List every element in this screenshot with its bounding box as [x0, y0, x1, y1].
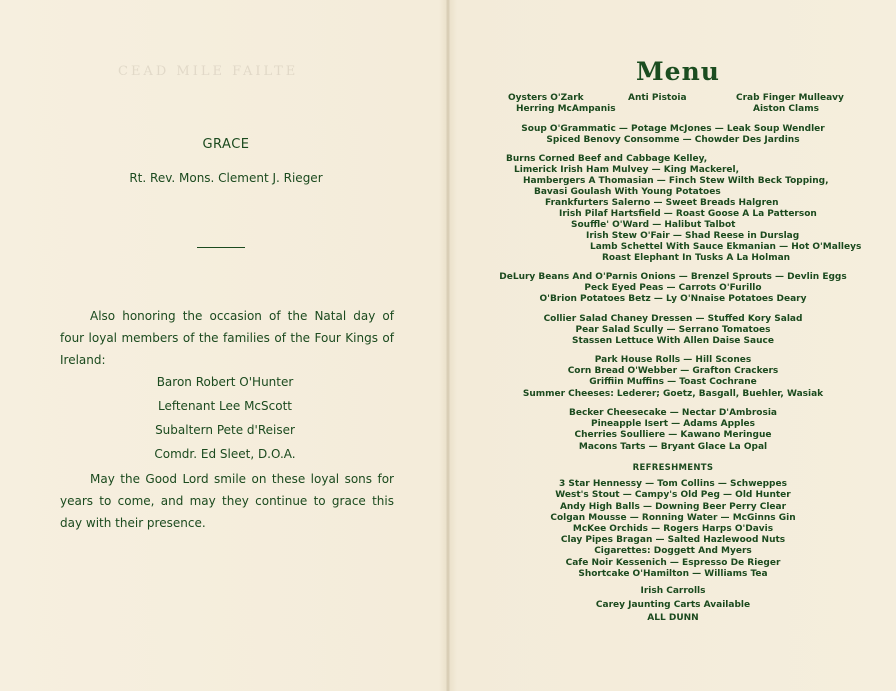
divider-rule	[197, 247, 245, 248]
menu-line: O'Brion Potatoes Betz — Ly O'Nnaise Potatoes Deary	[539, 294, 807, 305]
menu-line: West's Stout — Campy's Old Peg — Old Hunter	[555, 490, 791, 501]
menu-line: Becker Cheesecake — Nectar D'Ambrosia	[569, 408, 777, 418]
menu-item: Aiston Clams	[753, 104, 819, 114]
menu-line: Collier Salad Chaney Dressen — Stuffed Kory Salad	[543, 314, 803, 324]
menu-line: Souffle' O'Ward — Halibut Talbot	[571, 220, 736, 230]
right-panel	[450, 0, 896, 691]
menu-line: Cafe Noir Kessenich — Espresso De Rieger	[565, 557, 781, 568]
honoree: Comdr. Ed Sleet, D.O.A.	[154, 447, 296, 461]
grace-title: GRACE	[202, 137, 250, 152]
soups-section	[450, 124, 896, 146]
menu-line: Griffiin Muffins — Toast Cochrane	[589, 377, 757, 388]
left-panel	[0, 0, 446, 691]
menu-line: Andy High Balls — Downing Beer Perry Clear	[559, 501, 787, 512]
menu-line: Cherries Soulliere — Kawano Meringue	[574, 430, 772, 441]
honoree: Leftenant Lee McScott	[157, 399, 292, 413]
menu-line: Pear Salad Scully — Serrano Tomatoes	[575, 325, 771, 336]
menu-line: Peck Eyed Peas — Carrots O'Furillo	[584, 283, 762, 294]
menu-line: Bavasi Goulash With Young Potatoes	[534, 187, 721, 197]
menu-line: Hambergers A Thomasian — Finch Stew Wilth Beck Topping,	[523, 176, 829, 186]
menu-line: Park House Rolls — Hill Scones	[594, 355, 752, 365]
menu-line: Lamb Schettel With Sauce Ekmanian — Hot O'Malleys	[590, 242, 862, 252]
menu-line: Irish Pilaf Hartsfield — Roast Goose A La Patterson	[559, 209, 817, 219]
menu-line: Pineapple Isert — Adams Apples	[590, 419, 756, 430]
grace-name: Rt. Rev. Mons. Clement J. Rieger	[129, 171, 323, 185]
menu-line: Irish Stew O'Fair — Shad Reese in Durslag	[586, 231, 800, 241]
menu-line: Clay Pipes Bragan — Salted Hazlewood Nuts	[560, 535, 786, 546]
breads-section	[450, 355, 896, 400]
honoree: Subaltern Pete d'Reiser	[155, 423, 295, 437]
desserts-section	[450, 408, 896, 453]
menu-line: McKee Orchids — Rogers Harps O'Davis	[572, 524, 774, 535]
closing-section	[450, 585, 896, 626]
salads-section	[450, 314, 896, 348]
honoree: Baron Robert O'Hunter	[156, 375, 294, 389]
menu-line: Stassen Lettuce With Allen Daise Sauce	[572, 336, 774, 347]
honor-paragraph: Also honoring the occasion of the Natal day of four loyal members of the families of the Four Kings of Ireland:	[60, 309, 394, 367]
menu-title: Menu	[636, 57, 720, 86]
menu-line: Irish Carrolls	[640, 586, 706, 596]
menu-line: Limerick Irish Ham Mulvey — King Mackerel,	[514, 165, 740, 175]
menu-item: Anti Pistoia	[628, 93, 687, 103]
menu-line: Corn Bread O'Webber — Grafton Crackers	[567, 366, 779, 377]
closing-paragraph: May the Good Lord smile on these loyal sons for years to come, and may they continue to grace this day with their presence.	[60, 472, 394, 530]
menu-line: Roast Elephant In Tusks A La Holman	[602, 253, 791, 263]
refreshments-title: REFRESHMENTS	[632, 463, 714, 473]
vegetables-section	[450, 272, 896, 306]
refreshments-section	[450, 463, 896, 580]
menu-line: 3 Star Hennessy — Tom Collins — Schweppes	[559, 479, 787, 490]
menu-line: Cigarettes: Doggett And Myers	[594, 546, 752, 557]
menu-line: Frankfurters Salerno — Sweet Breads Halgren	[545, 198, 779, 208]
menu-line: Summer Cheeses: Lederer; Goetz, Basgall, Buehler, Wasiak	[522, 388, 824, 399]
menu-line: Carey Jaunting Carts Available	[595, 599, 751, 610]
menu-item: Crab Finger Mulleavy	[736, 93, 844, 103]
menu-item: Herring McAmpanis	[516, 104, 616, 114]
menu-line: Shortcake O'Hamilton — Williams Tea	[578, 568, 768, 579]
bleed-through-heading: CEAD MILE FAILTE	[118, 64, 299, 79]
honoree-list	[120, 370, 330, 466]
menu-line: Macons Tarts — Bryant Glace La Opal	[578, 441, 768, 452]
menu-line: Spiced Benovy Consomme — Chowder Des Jardins	[546, 135, 800, 146]
menu-line: Soup O'Grammatic — Potage McJones — Leak Soup Wendler	[521, 124, 825, 134]
menu-line: Colgan Mousse — Ronning Water — McGinns Gin	[550, 512, 796, 523]
menu-line: DeLury Beans And O'Parnis Onions — Brenzel Sprouts — Devlin Eggs	[499, 272, 847, 282]
menu-item: Oysters O'Zark	[508, 93, 584, 103]
menu-line: Burns Corned Beef and Cabbage Kelley,	[506, 154, 708, 164]
menu-line: ALL DUNN	[647, 613, 699, 623]
